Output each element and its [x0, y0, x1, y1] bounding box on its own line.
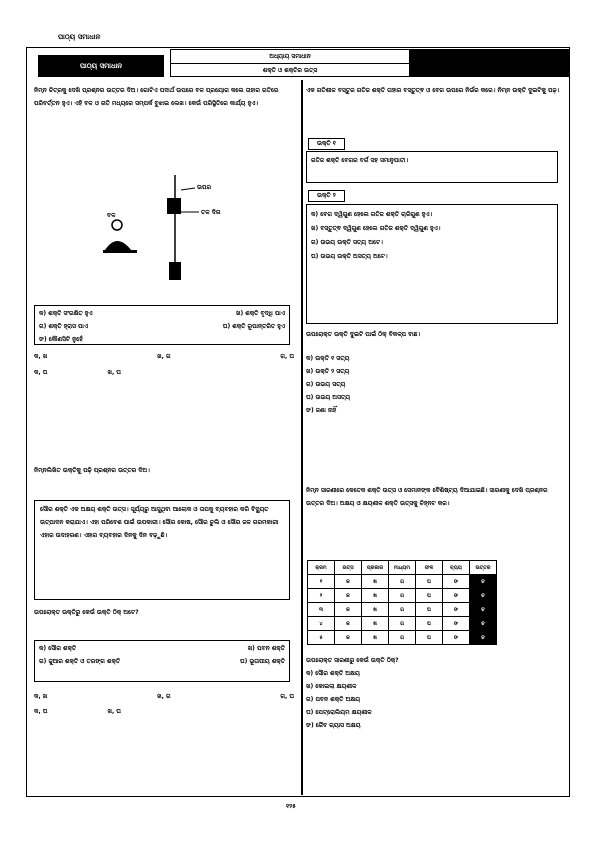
answer-choice[interactable]: କ, ଖ	[34, 353, 48, 360]
table-cell: ୫	[308, 631, 335, 645]
left-question-2: ନିମ୍ନଲିଖିତ ଉକ୍ତିକୁ ପଢ଼ି ପ୍ରଶ୍ନର ଉତ୍ତର ଦିଅ।	[34, 467, 150, 474]
answer-row	[34, 350, 294, 363]
header-right-block	[410, 49, 569, 77]
answer-choice[interactable]: ଘ) ଉଭୟ ଅସତ୍ୟ	[306, 394, 351, 401]
table-cell: କ	[335, 617, 362, 631]
table-cell: ୪	[308, 617, 335, 631]
answer-choice[interactable]: ଖ, ଗ	[157, 353, 171, 360]
option-item: ଗ) ଜୁଆର ଶକ୍ତି ଓ ତରଙ୍ଗ ଶକ୍ତି	[39, 658, 121, 665]
answer-choice[interactable]: କ, ଖ	[34, 693, 48, 700]
answer-choice[interactable]: ଙ) ଜୈବ ଗ୍ୟାସ ଅକ୍ଷୟ	[306, 722, 361, 729]
answer-choice[interactable]: ଗ) ପବନ ଶକ୍ତି ଅକ୍ଷୟ	[306, 696, 361, 703]
figure-person	[103, 220, 137, 253]
table-cell: ଘ	[416, 617, 443, 631]
table-cell: ଗ	[389, 589, 416, 603]
left-question-1: ନିମ୍ନ ଚିତ୍ରକୁ ଦେଖି ପ୍ରଶ୍ନର ଉତ୍ତର ଦିଅ। ଗୋଟିଏ ପଦାର୍ଥ ଉପରେ ବଳ ପ୍ରୟୋଗ କଲେ ତାହାର ଗତିରେ ପରିବର୍ତ୍ତନ ହୁଏ। ଏହି ବଳ ଓ ଗତି ମଧ୍ୟରେ ସମ୍ପର୍କ ବୁଝାଇ ଲେଖ। କେଉଁ ପରିସ୍ଥିତିରେ କାର୍ଯ୍ୟ ହୁଏ।	[34, 87, 279, 107]
table-cell: ଚ	[470, 575, 497, 589]
table-cell: ଗ	[389, 631, 416, 645]
table-cell: ଙ	[443, 575, 470, 589]
table-cell: ୨	[308, 589, 335, 603]
table-header-cell: କ୍ରମ	[308, 561, 335, 575]
option-item: ଖ) ଶକ୍ତି ବୃଦ୍ଧି ପାଏ	[235, 310, 285, 317]
table-cell: ଙ	[443, 631, 470, 645]
option-item: ଗ) ଶକ୍ତି ହ୍ରାସ ପାଏ	[39, 323, 89, 330]
table-cell: ଗ	[389, 603, 416, 617]
answer-choice[interactable]: ଗ, ଘ	[280, 693, 294, 700]
option-item: କ) ଶକ୍ତି ସଂରକ୍ଷିତ ହୁଏ	[39, 310, 93, 317]
header-note: ପାଠ୍ୟ ସମାଧାନ	[58, 33, 101, 41]
options-box-2	[34, 640, 290, 682]
header-title-line1: ଅଧ୍ୟାୟ ସମାଧାନ	[171, 50, 409, 64]
passage-box: ସୌର ଶକ୍ତି ଏକ ଅକ୍ଷୟ ଶକ୍ତି ଉତ୍ସ। ସୂର୍ଯ୍ୟରୁ ଆସୁଥିବା ଆଲୋକ ଓ ତାପକୁ ବ୍ୟବହାର କରି ବିଦ୍ୟୁତ ଉତ୍ପାଦନ କରାଯାଏ। ଏହା ପରିବେଶ ପାଇଁ ଉପକାରୀ। ସୌର କୋଷ, ସୌର ଚୁଲି ଓ ସୌର ଜଳ ଗରମକାରୀ ଏହାର ଉଦାହରଣ। ଏହାର ବ୍ୟବହାର ଦିନକୁ ଦିନ ବଢ଼ୁଛି।	[34, 500, 290, 600]
table-cell: ଘ	[416, 603, 443, 617]
header-title-box	[170, 49, 410, 77]
answer-choice[interactable]: ଖ, ଗ	[157, 693, 171, 700]
right-question-4: ଉପରୋକ୍ତ ସାରଣୀରୁ କେଉଁ ଉକ୍ତି ଠିକ୍?	[306, 657, 399, 664]
table-cell: ଖ	[362, 617, 389, 631]
table-cell: ଚ	[470, 617, 497, 631]
answer-choice[interactable]: ଗ) ଉଭୟ ସତ୍ୟ	[306, 381, 346, 388]
statement-tag-2: ଉକ୍ତି ୨	[308, 190, 345, 202]
answer-choice[interactable]: ଖ, ଘ	[107, 369, 121, 376]
table-cell: କ	[335, 575, 362, 589]
statement-box-2	[306, 204, 558, 324]
answer-choice[interactable]: ଖ) କୋଇଲା କ୍ଷୟଶୀଳ	[306, 683, 357, 690]
data-table	[307, 560, 497, 645]
answer-choice[interactable]: କ, ଘ	[34, 369, 48, 376]
table-cell: ଗ	[389, 575, 416, 589]
answer-row	[34, 690, 294, 703]
table-cell: ଖ	[362, 631, 389, 645]
table-cell: ଗ	[389, 617, 416, 631]
statement-item: କ) ବେଗ ଦ୍ୱିଗୁଣ ହେଲେ ଗତିଜ ଶକ୍ତି ଚାରିଗୁଣ ହୁଏ।	[311, 211, 433, 218]
table-row	[308, 575, 497, 589]
figure-label-a: ଉପର	[197, 184, 212, 191]
table-cell: ଚ	[470, 603, 497, 617]
answer-choice[interactable]: ଖ) ଉକ୍ତି ୨ ସତ୍ୟ	[306, 368, 350, 375]
table-cell: ଙ	[443, 617, 470, 631]
statement-tag-1: ଉକ୍ତି ୧	[308, 138, 345, 150]
statement-box-1: ଗତିଜ ଶକ୍ତି ବେଗର ବର୍ଗ ସହ ସମାନୁପାତୀ।	[306, 151, 558, 183]
table-header-cell: ଉତ୍ତର	[470, 561, 497, 575]
statement-item: ଘ) ଉଭୟ ଉକ୍ତି ଅସତ୍ୟ ଅଟେ।	[311, 253, 388, 260]
answer-row	[34, 366, 234, 379]
table-cell: ଙ	[443, 589, 470, 603]
table-cell: ଚ	[470, 631, 497, 645]
figure-label-c: ବଳ	[107, 212, 116, 219]
table-header-cell: ବ୍ୟୟ	[443, 561, 470, 575]
answer-choice[interactable]: କ) ଉକ୍ତି ୧ ସତ୍ୟ	[306, 355, 350, 362]
right-question-2: ଉପରୋକ୍ତ ଉକ୍ତି ଦୁଇଟି ପାଇଁ ଠିକ୍ ବିକଳ୍ପ ବାଛ।	[306, 331, 421, 338]
table-cell: ୧	[308, 575, 335, 589]
table-row	[308, 617, 497, 631]
figure-apparatus	[167, 175, 199, 280]
answer-choice[interactable]: ଙ) ଜଣା ନାହିଁ	[306, 407, 337, 414]
option-item: କ) ସୌର ଶକ୍ତି	[39, 645, 77, 652]
options-box-1	[34, 305, 290, 345]
statement-item: ଖ) ବସ୍ତୁତ୍ଵ ଦ୍ୱିଗୁଣ ହେଲେ ଗତିଜ ଶକ୍ତି ଦ୍ୱିଗୁଣ ହୁଏ।	[311, 225, 441, 232]
table-cell: ଖ	[362, 589, 389, 603]
option-item: ଙ) କୌଣସିଟି ନୁହେଁ	[39, 336, 83, 343]
table-cell: ଖ	[362, 575, 389, 589]
table-cell: ଘ	[416, 631, 443, 645]
option-item: ଘ) ଭୂତାପୀୟ ଶକ୍ତି	[240, 658, 285, 665]
table-cell: ଘ	[416, 575, 443, 589]
answer-row	[34, 705, 234, 718]
header-title-line2: ଶକ୍ତି ଓ ଶକ୍ତିର ଉତ୍ସ	[262, 66, 318, 74]
left-question-3: ଉପରୋକ୍ତ ଉକ୍ତିରୁ କେଉଁ ଉକ୍ତି ଠିକ୍ ଅଟେ?	[34, 609, 139, 616]
answer-choice[interactable]: ଖ, ଘ	[107, 708, 121, 715]
table-row	[308, 603, 497, 617]
figure-diagram	[95, 170, 225, 285]
figure-label-b: ତଳ ଦିଗ	[201, 209, 221, 216]
table-row	[308, 631, 497, 645]
table-header-cell: ଫଳ	[416, 561, 443, 575]
answer-list	[306, 352, 506, 417]
table-cell: କ	[335, 631, 362, 645]
right-question-1: ଏକ ଗତିଶୀଳ ବସ୍ତୁର ଗତିଜ ଶକ୍ତି ତାହାର ବସ୍ତୁତ୍ଵ ଓ ବେଗ ଉପରେ ନିର୍ଭର କରେ। ନିମ୍ନ ଉକ୍ତି ଦୁଇଟିକୁ ପଢ଼।	[306, 87, 560, 94]
table-row	[308, 589, 497, 603]
table-header-row	[308, 561, 497, 575]
table-cell: ୩	[308, 603, 335, 617]
table-cell: ଘ	[416, 589, 443, 603]
table-header-cell: ପ୍ରକାର	[362, 561, 389, 575]
table-cell: କ	[335, 603, 362, 617]
option-item: ଘ) ଶକ୍ତି ରୂପାନ୍ତରିତ ହୁଏ	[222, 323, 285, 330]
right-question-3: ନିମ୍ନ ସାରଣୀରେ କେତେକ ଶକ୍ତି ଉତ୍ସ ଓ ସେମାନଙ୍କ ବୈଶିଷ୍ଟ୍ୟ ଦିଆଯାଇଛି। ସାରଣୀକୁ ଦେଖି ପ୍ରଶ୍ନର ଉତ୍ତର ଦିଅ। ଅକ୍ଷୟ ଓ କ୍ଷୟଶୀଳ ଶକ୍ତି ଉତ୍ସକୁ ଚିହ୍ନଟ କର।	[306, 487, 548, 507]
statement-item: ଗ) ଉଭୟ ଉକ୍ତି ସତ୍ୟ ଅଟେ।	[311, 239, 383, 246]
answer-choice[interactable]: କ, ଘ	[34, 708, 48, 715]
page-number: ୧୨୫	[286, 803, 296, 810]
table-cell: ଖ	[362, 603, 389, 617]
column-divider	[301, 80, 303, 795]
table-cell: ଙ	[443, 603, 470, 617]
table-cell: କ	[335, 589, 362, 603]
answer-list	[306, 667, 536, 732]
header-left-block: ପାଠ୍ୟ ସମାଧାନ	[38, 55, 164, 77]
table-cell: ଚ	[470, 589, 497, 603]
option-item: ଖ) ପବନ ଶକ୍ତି	[247, 645, 285, 652]
table-header-cell: ମାଧ୍ୟମ	[389, 561, 416, 575]
answer-choice[interactable]: ଗ, ଘ	[280, 353, 294, 360]
answer-choice[interactable]: କ) ସୌର ଶକ୍ତି ଅକ୍ଷୟ	[306, 670, 360, 677]
table-header-cell: ଉତ୍ସ	[335, 561, 362, 575]
answer-choice[interactable]: ଘ) ପେଟ୍ରୋଲିୟମ କ୍ଷୟଶୀଳ	[306, 709, 372, 716]
